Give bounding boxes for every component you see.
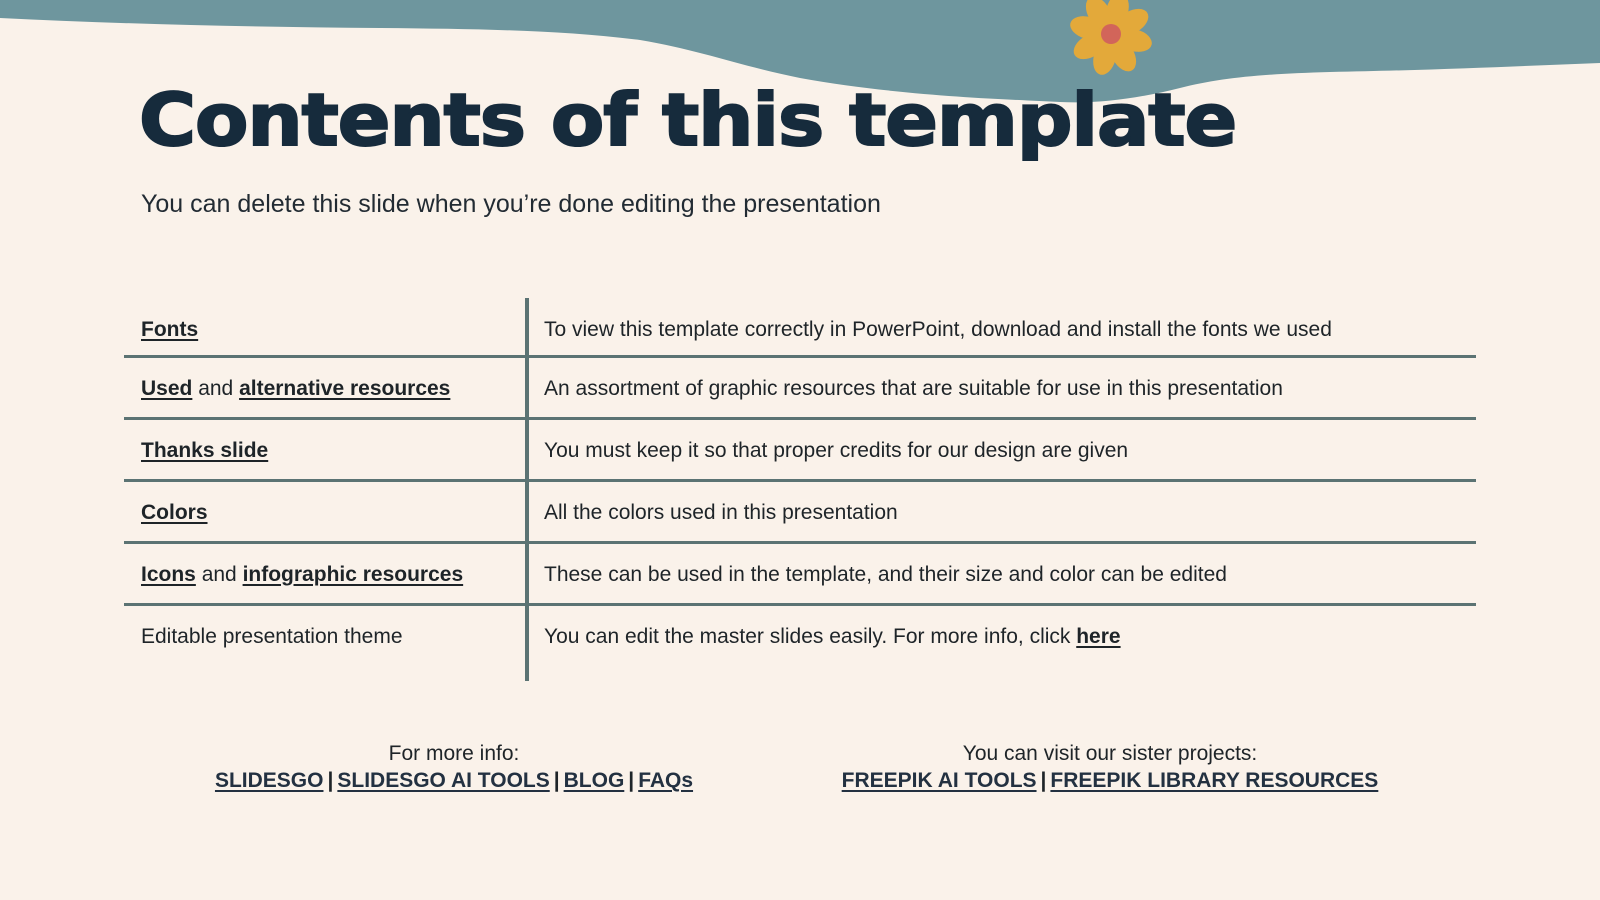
table-row bbox=[124, 419, 1476, 482]
row-label bbox=[141, 563, 463, 587]
row-label-joiner: and bbox=[192, 376, 240, 400]
freepik-ai-tools-link[interactable]: FREEPIK AI TOOLS bbox=[841, 769, 1037, 792]
alternative-resources-link[interactable]: alternative resources bbox=[239, 376, 451, 400]
thanks-slide-link[interactable]: Thanks slide bbox=[141, 438, 269, 462]
used-resources-link[interactable]: Used bbox=[141, 376, 193, 400]
row-label bbox=[141, 377, 450, 401]
row-label-joiner: and bbox=[195, 562, 243, 586]
footer-sister-projects-links bbox=[810, 767, 1410, 794]
footer-more-info-links bbox=[154, 767, 754, 794]
blog-link[interactable]: BLOG bbox=[563, 769, 625, 792]
page-title: Contents of this template bbox=[139, 78, 1237, 162]
infographic-resources-link[interactable]: infographic resources bbox=[242, 562, 464, 586]
icons-link[interactable]: Icons bbox=[141, 562, 196, 586]
row-description: An assortment of graphic resources that are suitable for use in this presentation bbox=[544, 376, 1283, 400]
row-description: You must keep it so that proper credits for our design are given bbox=[544, 438, 1129, 462]
link-separator: | bbox=[553, 769, 560, 792]
faqs-link[interactable]: FAQs bbox=[638, 769, 694, 792]
table-row bbox=[124, 298, 1476, 361]
row-label bbox=[141, 439, 268, 463]
row-label bbox=[141, 318, 198, 342]
row-label bbox=[141, 501, 208, 525]
link-separator: | bbox=[1040, 769, 1047, 792]
page-subtitle: You can delete this slide when you’re done editing the presentation bbox=[141, 190, 881, 218]
row-description-text: You can edit the master slides easily. For more info, click bbox=[544, 624, 1077, 648]
row-description: To view this template correctly in PowerPoint, download and install the fonts we used bbox=[544, 317, 1332, 341]
colors-link[interactable]: Colors bbox=[141, 500, 208, 524]
flower-icon bbox=[1063, 0, 1159, 82]
row-description bbox=[544, 625, 1121, 649]
row-label: Editable presentation theme bbox=[141, 624, 403, 648]
footer-more-info-heading: For more info: bbox=[388, 742, 520, 765]
slidesgo-link[interactable]: SLIDESGO bbox=[214, 769, 324, 792]
fonts-link[interactable]: Fonts bbox=[141, 317, 199, 341]
here-link[interactable]: here bbox=[1076, 624, 1121, 648]
slidesgo-ai-tools-link[interactable]: SLIDESGO AI TOOLS bbox=[337, 769, 550, 792]
footer-more-info bbox=[154, 740, 754, 794]
link-separator: | bbox=[327, 769, 334, 792]
table-row bbox=[124, 481, 1476, 544]
footer-sister-projects-heading: You can visit our sister projects: bbox=[962, 742, 1258, 765]
table-row bbox=[124, 543, 1476, 606]
row-description: All the colors used in this presentation bbox=[544, 500, 898, 524]
freepik-library-resources-link[interactable]: FREEPIK LIBRARY RESOURCES bbox=[1050, 769, 1379, 792]
table-row bbox=[124, 357, 1476, 420]
table-row bbox=[124, 605, 1476, 668]
link-separator: | bbox=[628, 769, 635, 792]
footer-sister-projects bbox=[810, 740, 1410, 794]
row-description: These can be used in the template, and their size and color can be edited bbox=[544, 562, 1227, 586]
